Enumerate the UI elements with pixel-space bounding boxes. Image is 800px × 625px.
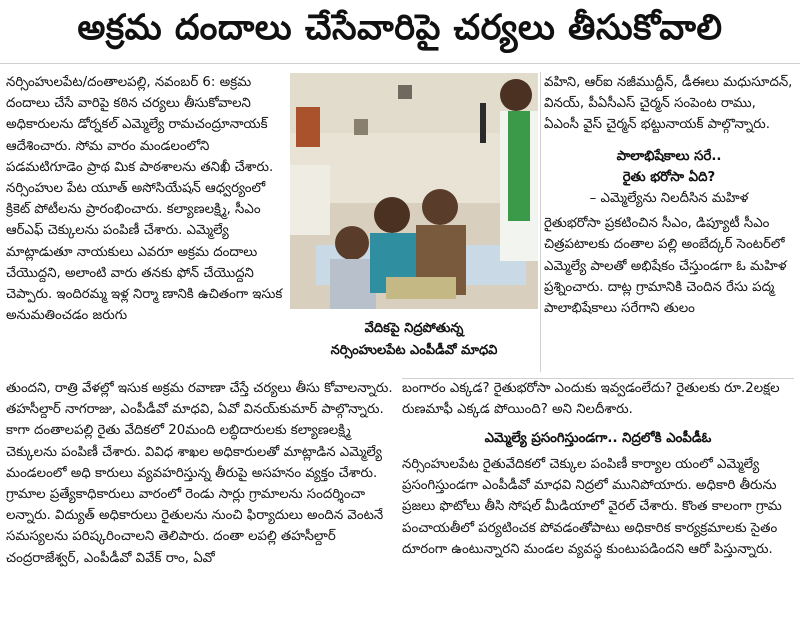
news-photo [290, 73, 538, 309]
right-story-text: రైతుభరోసా ప్రకటించిన సీఎం, డిప్యూటీ సీఎం చిత్రపటాలకు దంతాల పల్లి అంబేద్కర్ సెంటర్‌లో ఎమ్మెల్యే పాలతో అభిషేకం చేస్తుండగా ఓ మహిళ ప్రశ్నించారు. దాట్ల గ్రామానికి చెందిన రేసు పద్మ పాలాభిషేకాలు సరేగాని తులం [544, 216, 787, 317]
right-column-intro: వహిని, ఆర్ఐ నజీముద్దీన్, డీఈలు మధుసూదన్, వినయ్, పీఏసీఎస్ చైర్మన్ సంపెంట రాము, ఏఎంసీ వైస్ చైర్మన్ భట్టునాయక్ పాల్గొన్నారు. [544, 75, 793, 133]
column-divider [540, 72, 541, 372]
bottom-story-column [402, 454, 794, 560]
subheading-1-line-2: రైతు భరోసా ఏది? [622, 169, 716, 185]
middle-story-column [402, 378, 794, 450]
article-left-continued [6, 378, 396, 569]
article-right-column [544, 72, 794, 319]
subheading-2: ఎమ్మెల్యే ప్రసంగిస్తుండగా.. నిద్రలోకి ఎంపీడీఓ [484, 431, 712, 447]
headline: అక్రమ దందాలు చేసేవారిపై చర్యలు తీసుకోవాలి [0, 0, 800, 64]
photo-caption-line-2: నర్సింహులపేట ఎంపీడీవో మాధవి [330, 343, 498, 358]
mid-story-text: బంగారం ఎక్కడ? రైతుభరోసా ఎందుకు ఇవ్వడంలేదు? రైతులకు రూ.2లక్షల రుణమాఫీ ఎక్కడ పోయింది? అని నిలదీశారు. [402, 381, 780, 418]
article-paragraph-1: నర్సింహులపేట/దంతాలపల్లి, నవంబర్ 6: అక్రమ దందాలు చేసే వారిపై కఠిన చర్యలు తీసుకోవాలని అధికారులను డోర్నకల్ ఎమ్మెల్యే రామచంద్రూనాయక్ ఆదేశించారు. సోమ వారం మండలంలోని పడమటిగూడెం ప్రాథ మిక పాఠశాలను తనిఖీ చేశారు. నర్సింహుల పేట యూత్ అసోసియేషన్ ఆధ్వర్యంలో క్రికెట్ పోటీలను ప్రారంభించారు. కల్యాణలక్ష్మి, సీఎం ఆర్ఎఫ్ చెక్కులను పంపిణీ చేశారు. ఎమ్మెల్యే మాట్లాడుతూ నాయకులు ఎవరూ అక్రమ దందాలు చేయొద్దని, అలాంటి వారు తనకు ఫోన్ చేయొద్దని చెప్పారు. ఇందిరమ్మ ఇళ్ల నిర్మా ణానికి ఉచితంగా ఇసుక అనుమతించడం జరుగు [6, 75, 283, 324]
subheading-1: పాలాభిషేకాలు సరే.. [616, 148, 722, 164]
article-paragraph-2: తుందని, రాత్రి వేళల్లో ఇసుక అక్రమ రవాణా చేస్తే చర్యలు తీసు కోవాలన్నారు. తహసీల్దార్ నాగరాజు, ఎంపీడీవో మాధవి, ఏవో వినయ్‌కుమార్ పాల్గొన్నారు. కాగా దంతాలపల్లి రైతు వేదికలో 20మంది లబ్ధిదారులకు కల్యాణలక్ష్మి చెక్కులను పంపిణీ చేశారు. వివిధ శాఖల అధికారులతో మాట్లాడిన ఎమ్మెల్యే మండలంలో అధి కారులు వ్యవహరిస్తున్న తీరుపై అసహనం వ్యక్తం చేశారు. గ్రామాల ప్రత్యేకాధికారులు వారంలో రెండు సార్లు గ్రామాలను సందర్శించా లన్నారు. విద్యుత్ అధికారులు రైతులను నుంచి ఫిర్యాదులు అందిన వెంటనే సమస్యలను పరిష్కరించాలని తెలిపారు. దంతా లపల్లి తహసీల్దార్ చంద్రరాజేశ్వర్, ఎంపీడీవో వివేక్ రాం, ఏవో [6, 381, 393, 566]
article-left-column [6, 72, 286, 326]
photo-caption-line-1: వేదికపై నిద్రపోతున్న [364, 321, 464, 336]
bottom-story-text: నర్సింహులపేట రైతువేదికలో చెక్కుల పంపిణీ కార్యాల యంలో ఎమ్మెల్యే ప్రసంగిస్తుండగా ఎంపీడీవో మాధవి నిద్రలో మునిపోయారు. అధికారి తీరును ప్రజలు ఫొటోలు తీసి సోషల్ మీడియాలో వైరల్ చేశారు. కొంత కాలంగా గ్రామ పంచాయతీలో పర్యటించక పోవడంతోపాటు అధికారిక కార్యక్రమాలకు సైతం దూరంగా ఉంటున్నారని మండల వ్యవస్థ కుంటుపడిందని ఆరో పిస్తున్నారు. [402, 457, 782, 557]
subheading-1-byline: – ఎమ్మెల్యేను నిలదీసిన మహిళ [589, 191, 749, 207]
photo-caption [290, 318, 538, 362]
